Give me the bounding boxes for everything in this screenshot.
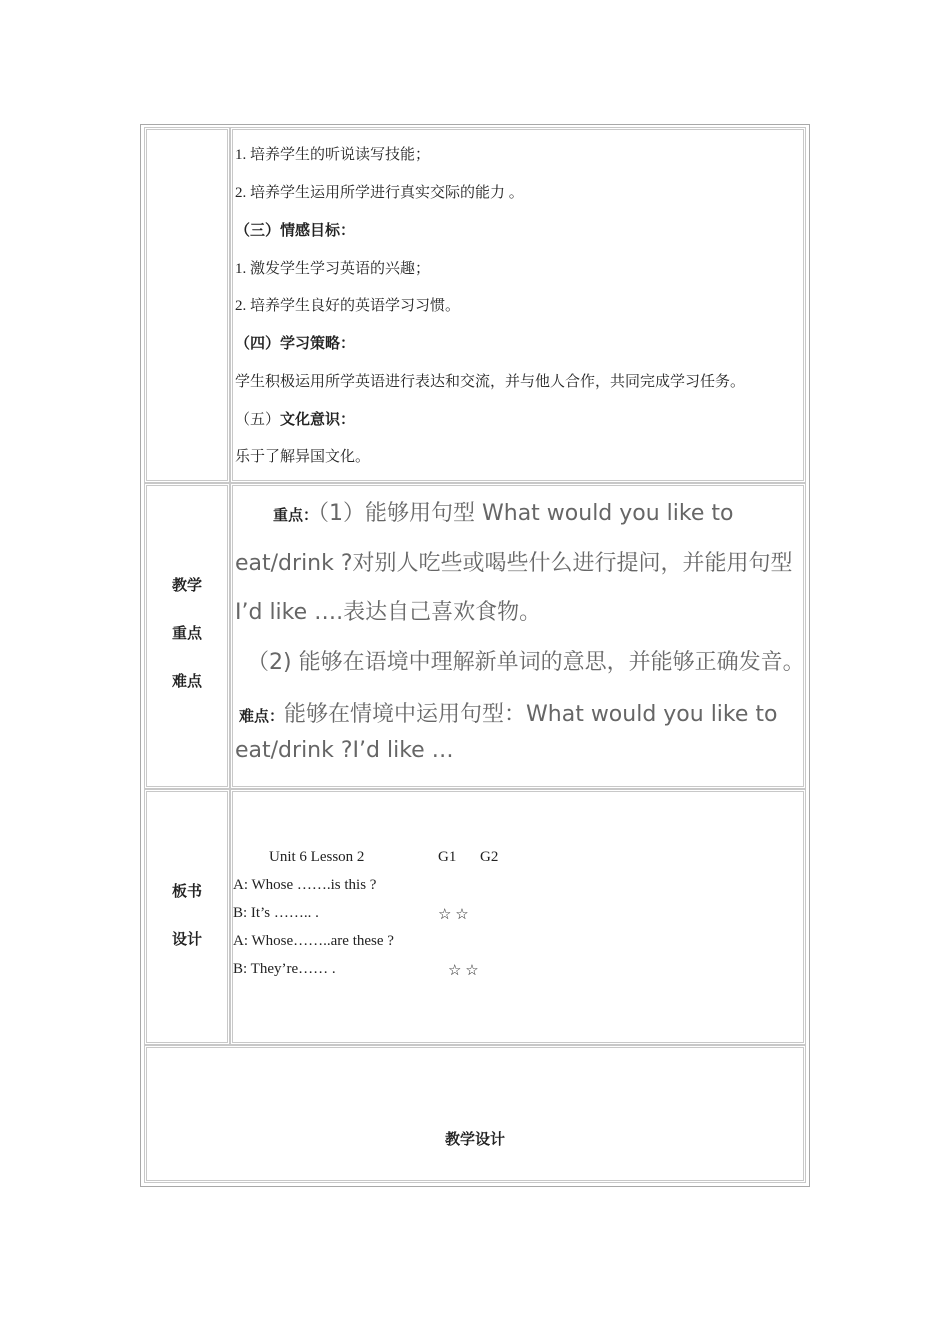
board-line: A: Whose……..are these ? — [233, 933, 394, 949]
objective-line: 学生积极运用所学英语进行表达和交流，并与他人合作，共同完成学习任务。 — [235, 374, 746, 390]
objective-line: 乐于了解异国文化。 — [235, 449, 371, 465]
board-line: A: Whose …….is this ? — [233, 877, 377, 893]
board-design-label-cell — [144, 789, 230, 1045]
objectives-row — [144, 127, 806, 483]
section-heading: （三）情感目标： — [235, 223, 356, 239]
teaching-design-title: 教学设计 — [444, 1132, 505, 1148]
board-design-content-cell — [230, 789, 806, 1045]
teaching-design-cell — [144, 1045, 806, 1183]
board-line: B: It’s …….. . — [233, 905, 319, 921]
board-design-row — [144, 789, 806, 1045]
star-icons: ☆ ☆ — [438, 907, 469, 923]
key-point-text: I’d like ….表达自己喜欢食物。 — [235, 600, 542, 625]
row-label: 难点 — [171, 674, 202, 690]
objectives-label-cell — [144, 127, 230, 483]
difficulty-text: eat/drink ?I’d like … — [235, 738, 454, 763]
lesson-plan-table — [140, 124, 810, 1187]
row-label: 教学 — [171, 578, 202, 594]
difficulty-text: 能够在情境中运用句型：What would you like to — [284, 702, 778, 727]
key-points-row — [144, 483, 806, 789]
objectives-content-cell — [230, 127, 806, 483]
difficulty-label: 难点： — [239, 709, 285, 725]
row-label: 板书 — [171, 884, 202, 900]
key-point-text: eat/drink ?对别人吃些或喝些什么进行提问，并能用句型 — [235, 551, 793, 576]
group-2-label: G2 — [480, 849, 499, 865]
key-point-line — [235, 496, 733, 527]
key-point-text: （1）能够用句型 What would you like to — [318, 501, 734, 526]
section-heading — [235, 408, 355, 429]
section-title: 文化意识： — [280, 412, 356, 428]
section-heading: （四）学习策略： — [235, 336, 356, 352]
group-1-label: G1 — [438, 849, 457, 865]
key-point-label: 重点： — [273, 508, 319, 524]
row-label: 重点 — [171, 626, 202, 642]
difficulty-line — [235, 697, 778, 728]
objective-line: 1. 激发学生学习英语的兴趣； — [235, 261, 431, 277]
star-icons: ☆ ☆ — [448, 963, 479, 979]
teaching-design-row — [144, 1045, 806, 1183]
objective-line: 2. 培养学生运用所学进行真实交际的能力 。 — [235, 185, 524, 201]
board-line: B: They’re…… . — [233, 961, 336, 977]
objective-line: 1. 培养学生的听说读写技能； — [235, 147, 431, 163]
row-label: 设计 — [171, 932, 202, 948]
board-heading: Unit 6 Lesson 2 — [269, 849, 365, 865]
key-point-text: （2) 能够在语境中理解新单词的意思，并能够正确发音。 — [247, 650, 805, 675]
key-points-label-cell — [144, 483, 230, 789]
objective-line: 2. 培养学生良好的英语学习习惯。 — [235, 298, 461, 314]
section-number: （五） — [235, 412, 281, 428]
key-points-content-cell — [230, 483, 806, 789]
